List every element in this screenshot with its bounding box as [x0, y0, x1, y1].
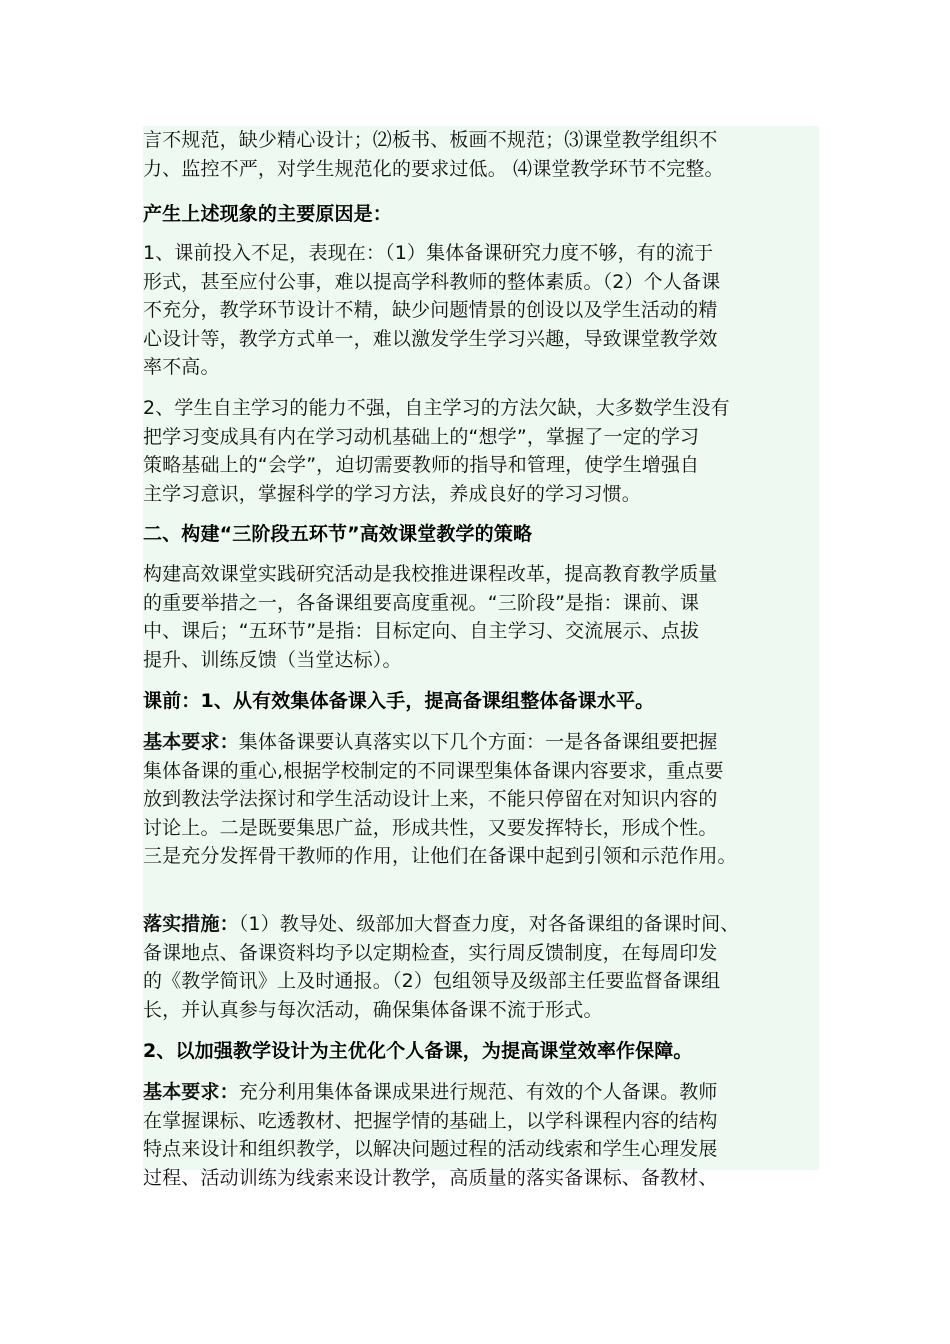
measures-text: （1）教导处、级部加大督查力度，对各备课组的备课时间、: [238, 913, 740, 935]
text-line: 长，并认真参与每次活动，确保集体备课不流于形式。: [143, 998, 603, 1021]
measures-paragraph: [143, 910, 819, 1024]
text-line: 把学习变成具有内在学习动机基础上的“想学”，掌握了一定的学习: [143, 425, 700, 448]
text-line: 的重要举措之一，各备课组要高度重视。“三阶段”是指：课前、课: [143, 591, 700, 614]
requirement-label: 基本要求：: [143, 1081, 239, 1103]
intro-paragraph: [143, 126, 819, 183]
text-line: 中、课后；“五环节”是指：目标定向、自主学习、交流展示、点拔: [143, 620, 700, 643]
requirement-1-paragraph: [143, 728, 819, 871]
requirement-text: 充分利用集体备课成果进行规范、有效的个人备课。教师: [238, 1081, 718, 1103]
text-line: 备课地点、备课资料均予以定期检查，实行周反馈制度，在每周印发: [143, 941, 718, 964]
heading-text: 二、构建“三阶段五环节”高效课堂教学的策略: [143, 523, 533, 545]
text-line: 在掌握课标、吃透教材、把握学情的基础上，以学科课程内容的结构: [143, 1109, 718, 1132]
text-line: 的《教学简讯》上及时通报。（2）包组领导及级部主任要监督备课组: [143, 970, 721, 993]
heading-text: 2、以加强教学设计为主优化个人备课，为提高课堂效率作保障。: [143, 1040, 693, 1062]
text-line: 提升、训练反馈（当堂达标）。: [143, 648, 402, 671]
document-page: [143, 126, 819, 1189]
measures-label: 落实措施：: [143, 913, 239, 935]
before-class-heading: [143, 687, 819, 716]
text-line: 策略基础上的“会学”，迫切需要教师的指导和管理，使学生增强自: [143, 454, 700, 477]
requirement-2-paragraph: [143, 1078, 819, 1192]
text-line: 力、监控不严，对学生规范化的要求过低。 ⑷课堂教学环节不完整。: [143, 157, 724, 180]
text-line: 放到教法学法探讨和学生活动设计上来，不能只停留在对知识内容的: [143, 788, 718, 811]
text-line: 不充分，教学环节设计不精，缺少问题情景的创设以及学生活动的精: [143, 299, 718, 322]
text-line: 言不规范，缺少精心设计；⑵板书、板画不规范；⑶课堂教学组织不: [143, 129, 718, 151]
causes-heading: [143, 200, 819, 229]
design-heading: [143, 1037, 819, 1066]
text-line: [143, 910, 819, 939]
text-line: 集体备课的重心,根据学校制定的不同课型集体备课内容要求，重点要: [143, 759, 724, 782]
strategy-paragraph: [143, 560, 819, 674]
text-line: 心设计等，教学方式单一，难以激发学生学习兴趣，导致课堂教学效: [143, 327, 718, 350]
text-line: 三是充分发挥骨干教师的作用，让他们在备课中起到引领和示范作用。: [143, 845, 737, 868]
cause-1-paragraph: [143, 239, 819, 382]
requirement-label: 基本要求：: [143, 731, 239, 753]
text-line: [143, 728, 819, 757]
text-line: 过程、活动训练为线索来设计教学，高质量的落实备课标、备教材、: [143, 1166, 718, 1189]
strategy-heading: [143, 520, 819, 549]
text-line: 率不高。: [143, 356, 220, 379]
text-line: 1、课前投入不足，表现在：（1）集体备课研究力度不够，有的流于: [143, 242, 714, 264]
text-line: [143, 1078, 819, 1107]
text-line: 形式，甚至应付公事，难以提高学科教师的整体素质。（2）个人备课: [143, 270, 721, 293]
text-line: 2、学生自主学习的能力不强，自主学习的方法欠缺，大多数学生没有: [143, 397, 730, 419]
heading-text: 课前：1、从有效集体备课入手，提高备课组整体备课水平。: [143, 690, 655, 712]
heading-text: 产生上述现象的主要原因是：: [143, 203, 392, 225]
requirement-text: 集体备课要认真落实以下几个方面：一是各备课组要把握: [238, 731, 718, 753]
text-line: 主学习意识，掌握科学的学习方法，养成良好的学习习惯。: [143, 482, 641, 505]
text-line: 构建高效课堂实践研究活动是我校推进课程改革，提高教育教学质量: [143, 563, 718, 585]
cause-2-paragraph: [143, 394, 819, 508]
text-line: 讨论上。二是既要集思广益，形成共性，又要发挥特长，形成个性。: [143, 816, 718, 839]
text-line: 特点来设计和组织教学，以解决问题过程的活动线索和学生心理发展: [143, 1138, 718, 1161]
